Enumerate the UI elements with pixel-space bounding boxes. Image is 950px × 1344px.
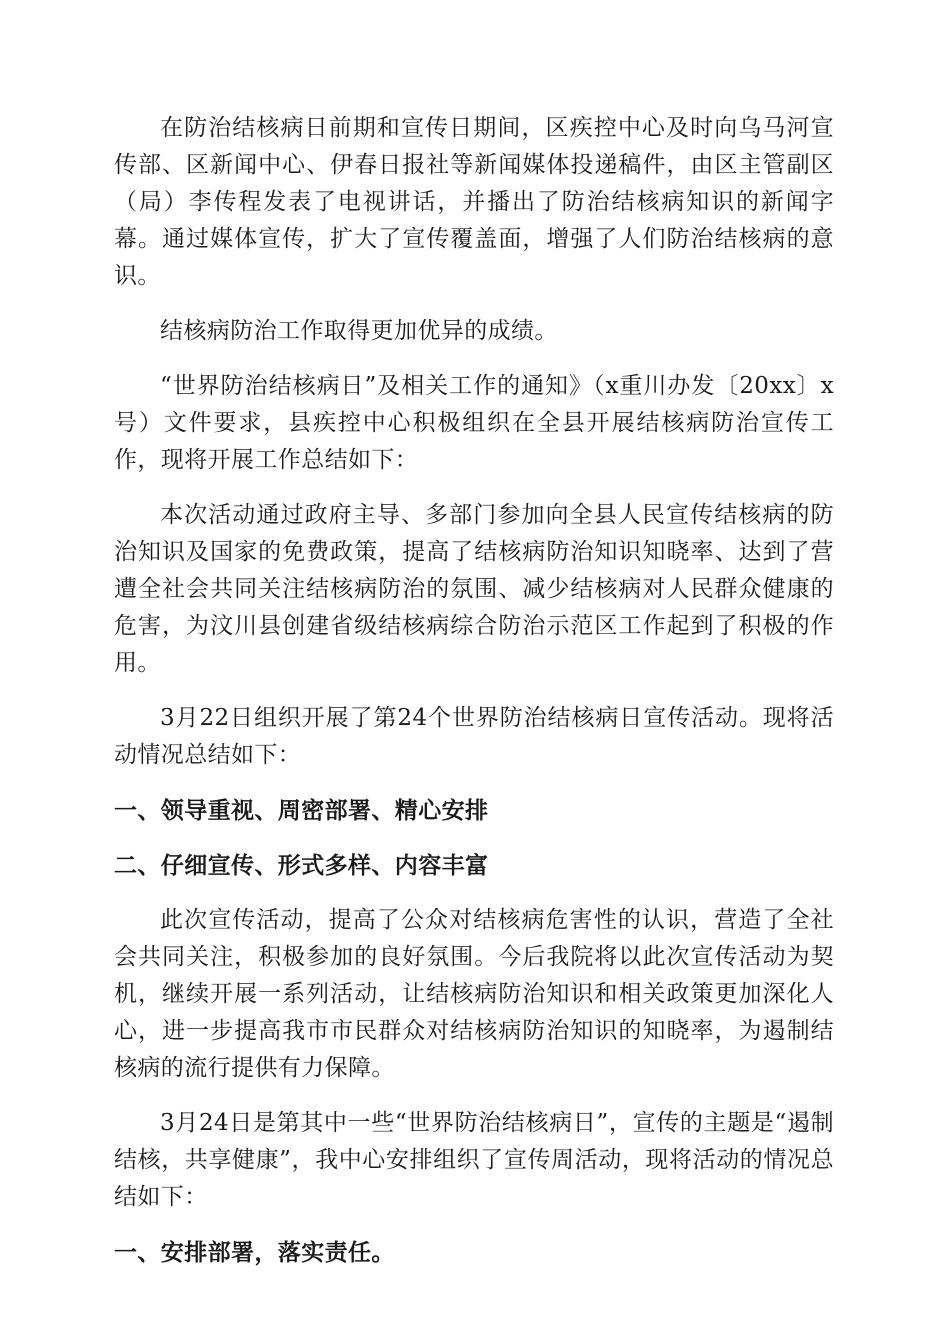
section-heading-2: 二、仔细宣传、形式多样、内容丰富 bbox=[114, 852, 489, 879]
paragraph-activity-overview: 本次活动通过政府主导、多部门参加向全县人民宣传结核病的防治知识及国家的免费政策，提高了结核病防治知识知晓率、达到了营遭全社会共同关注结核病防治的氛围、减少结核病对人民群众健康的危害，为汶川县创建省级结核病综合防治示范区工作起到了积极的作用。 bbox=[114, 502, 834, 676]
section-heading-1: 一、领导重视、周密部署、精心安排 bbox=[114, 797, 489, 824]
paragraph-march-24: 3月24日是第其中一些“世界防治结核病日”，宣传的主题是“遏制结核，共享健康”，我中心安排组织了宣传周活动，现将活动的情况总结如下： bbox=[114, 1110, 834, 1210]
paragraph-achievement: 结核病防治工作取得更加优异的成绩。 bbox=[160, 318, 558, 344]
paragraph-march-22: 3月22日组织开展了第24个世界防治结核病日宣传活动。现将活动情况总结如下： bbox=[114, 705, 834, 768]
section-heading-3: 一、安排部署，落实责任。 bbox=[114, 1239, 395, 1266]
paragraph-summary: 此次宣传活动，提高了公众对结核病危害性的认识，营造了全社会共同关注，积极参加的良好氛围。今后我院将以此次宣传活动为契机，继续开展一系列活动，让结核病防治知识和相关政策更加深化人心，进一步提高我市市民群众对结核病防治知识的知晓率，为遏制结核病的流行提供有力保障。 bbox=[114, 907, 834, 1081]
document-page bbox=[114, 110, 834, 1289]
paragraph-media-publicity: 在防治结核病日前期和宣传日期间，区疾控中心及时向乌马河宣传部、区新闻中心、伊春日报社等新闻媒体投递稿件，由区主管副区（局）李传程发表了电视讲话，并播出了防治结核病知识的新闻字幕。通过媒体宣传，扩大了宣传覆盖面，增强了人们防治结核病的意识。 bbox=[114, 115, 834, 289]
paragraph-notice: “世界防治结核病日”及相关工作的通知》（x重川办发〔20xx〕x号）文件要求，县疾控中心积极组织在全县开展结核病防治宣传工作，现将开展工作总结如下： bbox=[114, 373, 834, 473]
